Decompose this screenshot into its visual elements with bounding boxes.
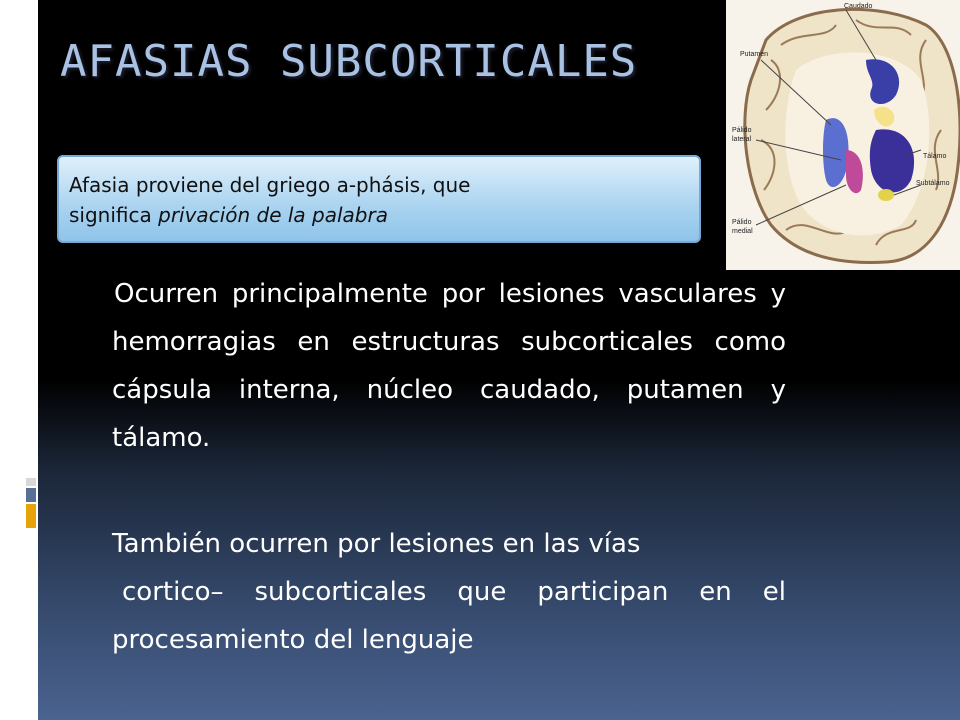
callout-line1: Afasia proviene del griego a-phásis, que — [69, 173, 471, 197]
paragraph-vias-line2: cortico– subcorticales que participan en el procesamiento del lenguaje — [112, 577, 786, 655]
label-talamo: Tálamo — [923, 153, 947, 160]
label-palido-lateral-1: Pálido — [732, 127, 752, 134]
label-subtalamo: Subtálamo — [916, 180, 950, 187]
accent-bar-orange — [26, 504, 36, 528]
paragraph-vias-line1: También ocurren por lesiones en las vías — [112, 529, 641, 559]
label-putamen: Putamen — [740, 51, 769, 58]
callout-line2-prefix: significa — [69, 203, 159, 227]
accent-bar-blue — [26, 488, 36, 502]
slide-title: AFASIAS SUBCORTICALES — [60, 36, 638, 87]
paragraph-lesiones: Ocurren principalmente por lesiones vasculares y hemorragias en estructuras subcorticales como cápsula interna, núcleo caudado, putamen y tálamo. — [112, 279, 786, 453]
accent-bar-gray — [26, 478, 36, 486]
brain-diagram-image — [726, 0, 960, 270]
subtalamo-shape — [878, 189, 894, 201]
definition-callout — [57, 155, 701, 243]
label-caudado: Caudado — [844, 3, 873, 10]
slide-body — [112, 270, 786, 655]
left-margin-strip — [0, 0, 38, 720]
brain-diagram-svg — [726, 0, 960, 270]
label-palido-medial-1: Pálido — [732, 219, 752, 226]
callout-line2-italic: privación de la palabra — [158, 203, 388, 227]
label-palido-medial-2: medial — [732, 228, 753, 235]
label-palido-lateral-2: lateral — [732, 136, 752, 143]
